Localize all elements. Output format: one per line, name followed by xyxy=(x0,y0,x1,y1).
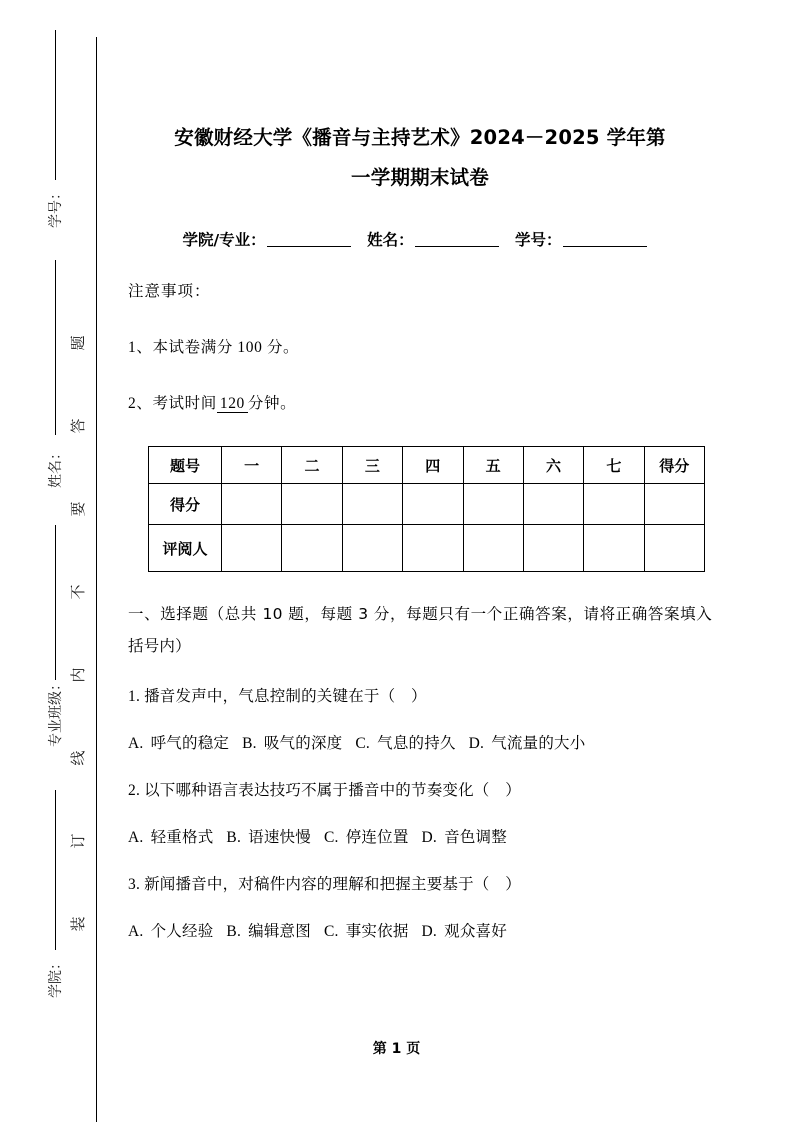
question-text: 新闻播音中，对稿件内容的理解和把握主要基于（ ） xyxy=(144,875,521,893)
question-option[interactable] xyxy=(226,828,311,846)
option-letter: A. xyxy=(128,829,144,846)
option-text: 气流量的大小 xyxy=(486,734,586,752)
student-id-blank[interactable] xyxy=(563,246,647,247)
score-table-body xyxy=(149,447,705,572)
page-title-line-2: 一学期期末试卷 xyxy=(351,166,489,189)
question-options xyxy=(128,709,712,756)
question-option[interactable] xyxy=(355,734,455,752)
seal-char: 线 xyxy=(71,750,87,766)
college-major-field xyxy=(182,231,351,249)
table-cell-empty[interactable] xyxy=(282,525,342,572)
table-cell-empty[interactable] xyxy=(403,484,463,525)
name-label: 姓名： xyxy=(367,231,414,249)
field-line-segment xyxy=(55,790,56,950)
table-cell-empty[interactable] xyxy=(222,484,282,525)
table-cell-empty[interactable] xyxy=(644,484,704,525)
binding-field-label: 姓名： xyxy=(49,446,64,488)
option-text: 停连位置 xyxy=(340,828,409,846)
table-column-header: 七 xyxy=(584,447,644,484)
binding-solid-line xyxy=(96,37,97,1122)
seal-char: 装 xyxy=(71,916,87,932)
table-row-reviewer xyxy=(149,525,705,572)
option-letter: D. xyxy=(421,923,437,940)
table-cell-empty[interactable] xyxy=(523,525,583,572)
option-text: 事实依据 xyxy=(340,922,409,940)
option-letter: D. xyxy=(468,735,485,752)
table-row-header-cell: 得分 xyxy=(149,484,222,525)
seal-char: 要 xyxy=(71,501,87,517)
option-text: 呼气的稳定 xyxy=(145,734,230,752)
option-letter: C. xyxy=(355,735,370,752)
table-corner-header: 题号 xyxy=(149,447,222,484)
page-footer xyxy=(0,1038,793,1058)
table-cell-empty[interactable] xyxy=(403,525,463,572)
name-blank[interactable] xyxy=(415,246,499,247)
college-major-blank[interactable] xyxy=(267,246,351,247)
question-option[interactable] xyxy=(128,922,213,940)
option-text: 编辑意图 xyxy=(243,922,311,940)
question-text: 播音发声中，气息控制的关键在于（ ） xyxy=(144,687,427,705)
binding-field-label: 专业班级： xyxy=(49,677,64,747)
table-cell-empty[interactable] xyxy=(463,525,523,572)
student-id-field xyxy=(515,231,648,249)
seal-char: 订 xyxy=(71,833,87,849)
table-column-header: 五 xyxy=(463,447,523,484)
binding-margin xyxy=(0,0,110,1122)
table-cell-empty[interactable] xyxy=(463,484,523,525)
notes-heading: 注意事项： xyxy=(128,283,211,300)
field-line-segment xyxy=(55,30,56,180)
table-cell-empty[interactable] xyxy=(342,525,402,572)
note-item-2-suffix: 分钟。 xyxy=(247,395,297,412)
question-options xyxy=(128,803,712,850)
question-stem xyxy=(128,662,712,709)
student-id-label: 学号： xyxy=(514,231,562,249)
name-field xyxy=(367,231,500,249)
seal-char: 题 xyxy=(71,335,87,351)
table-cell-empty[interactable] xyxy=(644,525,704,572)
option-text: 观众喜好 xyxy=(439,922,507,940)
option-text: 轻重格式 xyxy=(145,828,214,846)
table-row-header xyxy=(149,447,705,484)
question-options xyxy=(128,897,712,944)
note-item-2 xyxy=(128,360,712,416)
field-line-segment xyxy=(55,260,56,435)
question-option[interactable] xyxy=(242,734,342,752)
question-option[interactable] xyxy=(469,734,586,752)
table-cell-empty[interactable] xyxy=(222,525,282,572)
table-column-header: 二 xyxy=(282,447,342,484)
binding-field-label: 学院： xyxy=(49,956,64,998)
page-title xyxy=(128,0,712,198)
table-row-header-cell: 评阅人 xyxy=(149,525,222,572)
question-text: 以下哪种语言表达技巧不属于播音中的节奏变化（ ） xyxy=(144,781,521,799)
question-option[interactable] xyxy=(422,828,507,846)
score-table xyxy=(148,446,705,572)
seal-char: 不 xyxy=(71,584,87,600)
binding-field-column xyxy=(40,30,74,998)
option-letter: B. xyxy=(226,829,242,846)
question-stem xyxy=(128,756,712,803)
table-column-header: 六 xyxy=(523,447,583,484)
table-cell-empty[interactable] xyxy=(523,484,583,525)
option-text: 语速快慢 xyxy=(243,828,311,846)
sections-container xyxy=(128,572,712,944)
option-text: 个人经验 xyxy=(145,922,214,940)
table-cell-empty[interactable] xyxy=(282,484,342,525)
college-major-label: 学院/专业： xyxy=(182,231,266,249)
question-option[interactable] xyxy=(128,734,229,752)
table-cell-empty[interactable] xyxy=(342,484,402,525)
question-stem xyxy=(128,850,712,897)
option-text: 音色调整 xyxy=(439,828,507,846)
table-column-header: 得分 xyxy=(644,447,704,484)
question-option[interactable] xyxy=(324,828,409,846)
section-heading: 一、选择题（总共 10 题，每题 3 分，每题只有一个正确答案，请将正确答案填入括号内） xyxy=(128,605,712,655)
option-letter: B. xyxy=(242,735,257,752)
option-letter: C. xyxy=(323,923,339,940)
table-column-header: 一 xyxy=(222,447,282,484)
seal-char: 内 xyxy=(71,667,87,683)
question-option[interactable] xyxy=(128,828,213,846)
question-number: 3. xyxy=(128,876,145,893)
option-letter: D. xyxy=(421,829,437,846)
seal-char: 答 xyxy=(71,418,87,434)
page-title-line-1: 安徽财经大学《播音与主持艺术》2024－2025 学年第 xyxy=(174,126,666,149)
table-cell-empty[interactable] xyxy=(584,484,644,525)
option-text: 吸气的深度 xyxy=(258,734,343,752)
question-option[interactable] xyxy=(422,922,507,940)
option-letter: A. xyxy=(128,923,144,940)
question-number: 1. xyxy=(128,688,145,705)
field-line-segment xyxy=(55,525,56,680)
exam-duration-value: 120 xyxy=(217,395,248,413)
table-column-header: 三 xyxy=(342,447,402,484)
table-row-score xyxy=(149,484,705,525)
question-option[interactable] xyxy=(226,922,311,940)
score-table-wrapper xyxy=(128,416,712,572)
question-option[interactable] xyxy=(324,922,409,940)
question-number: 2. xyxy=(128,782,145,799)
table-column-header: 四 xyxy=(403,447,463,484)
note-item-2-prefix: 2、考试时间 xyxy=(128,395,217,412)
binding-field-label: 学号： xyxy=(49,186,64,228)
option-text: 气息的持久 xyxy=(372,734,456,752)
option-letter: A. xyxy=(128,735,144,752)
page-content xyxy=(128,0,712,1122)
note-item-1: 1、本试卷满分 100 分。 xyxy=(128,339,300,356)
table-cell-empty[interactable] xyxy=(584,525,644,572)
page-indicator: 第 1 页 xyxy=(372,1041,421,1057)
student-info-row xyxy=(128,198,712,250)
option-letter: C. xyxy=(323,829,339,846)
option-letter: B. xyxy=(226,923,242,940)
